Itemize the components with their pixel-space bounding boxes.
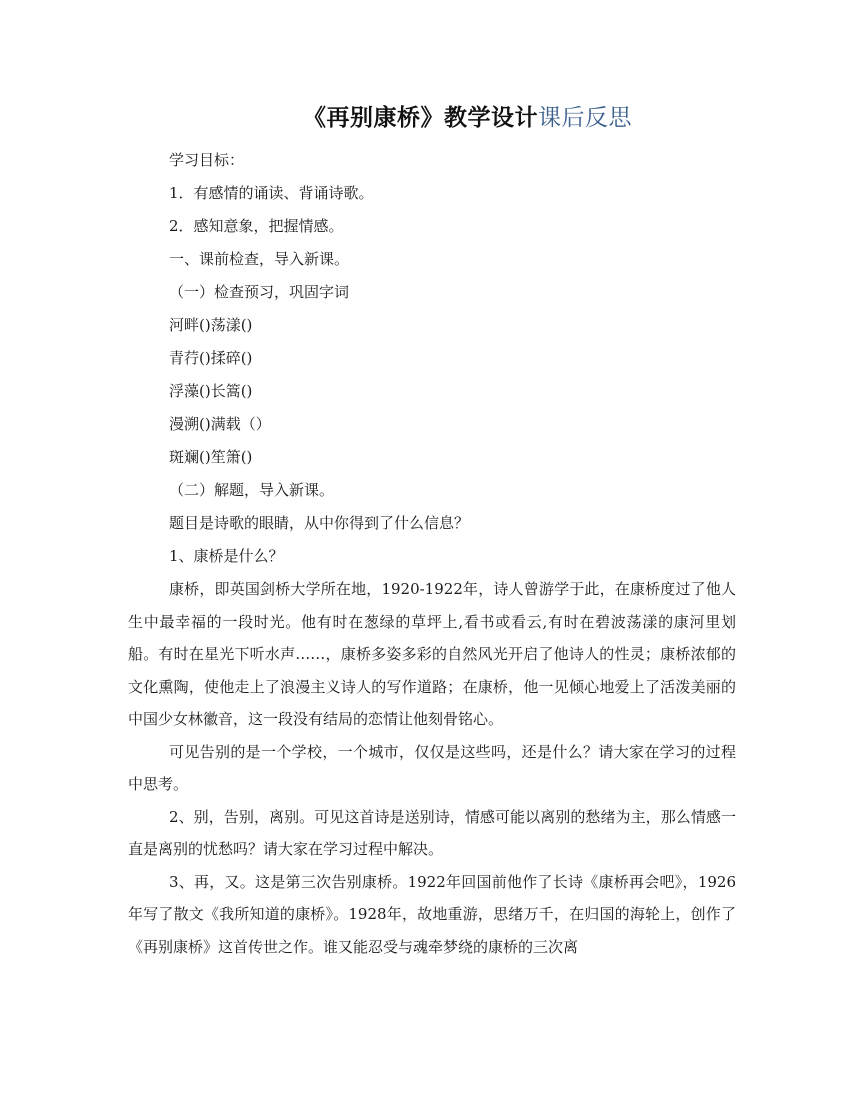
paragraph: 康桥，即英国剑桥大学所在地，1920-1922年，诗人曾游学于此，在康桥度过了他人生中最幸福的一段时光。他有时在葱绿的草坪上,看书或看云,有时在碧波荡漾的康河里划船。有时在星光下听水声……，康桥多姿多彩的自然风光开启了他诗人的性灵；康桥浓郁的文化熏陶，使他走上了浪漫主义诗人的写作道路；在康桥，他一见倾心地爱上了活泼美丽的中国少女林徽音，这一段没有结局的恋情让他刻骨铭心。 (128, 580, 736, 728)
text-line: 斑斓()笙箫() (169, 448, 253, 466)
text-line: 青荇()揉碎() (169, 349, 253, 367)
document-title (0, 98, 860, 138)
text-line: 浮藻()长篙() (169, 382, 253, 400)
text-line: 1、康桥是什么？ (169, 547, 284, 565)
text-line: 题目是诗歌的眼睛，从中你得到了什么信息？ (169, 514, 470, 532)
title-accent: 课后反思 (538, 105, 632, 131)
title-main: 《再别康桥》教学设计 (303, 104, 538, 131)
text-line: （二）解题，导入新课。 (169, 481, 335, 499)
paragraph: 3、再，又。这是第三次告别康桥。1922年回国前他作了长诗《康桥再会吧》，1926年写了散文《我所知道的康桥》。1928年，故地重游，思绪万千，在归国的海轮上，创作了《再别康桥》这首传世之作。谁又能忍受与魂牵梦绕的康桥的三次离 (128, 872, 736, 956)
text-line: 学习目标： (169, 151, 245, 169)
paragraph: 2、别，告别，离别。可见这首诗是送别诗，情感可能以离别的愁绪为主，那么情感一直是离别的忧愁吗？请大家在学习过程中解决。 (128, 807, 736, 858)
document-body (128, 144, 736, 963)
text-line: 漫溯()满载（） (169, 415, 271, 433)
text-line: 一、课前检查，导入新课。 (169, 250, 350, 268)
paragraph: 可见告别的是一个学校，一个城市，仅仅是这些吗，还是什么？请大家在学习的过程中思考。 (128, 742, 736, 793)
text-line: （一）检查预习，巩固字词 (169, 283, 350, 301)
text-line: 1．有感情的诵读、背诵诗歌。 (169, 184, 374, 202)
text-line: 2．感知意象，把握情感。 (169, 217, 344, 235)
text-line: 河畔()荡漾() (169, 316, 253, 334)
